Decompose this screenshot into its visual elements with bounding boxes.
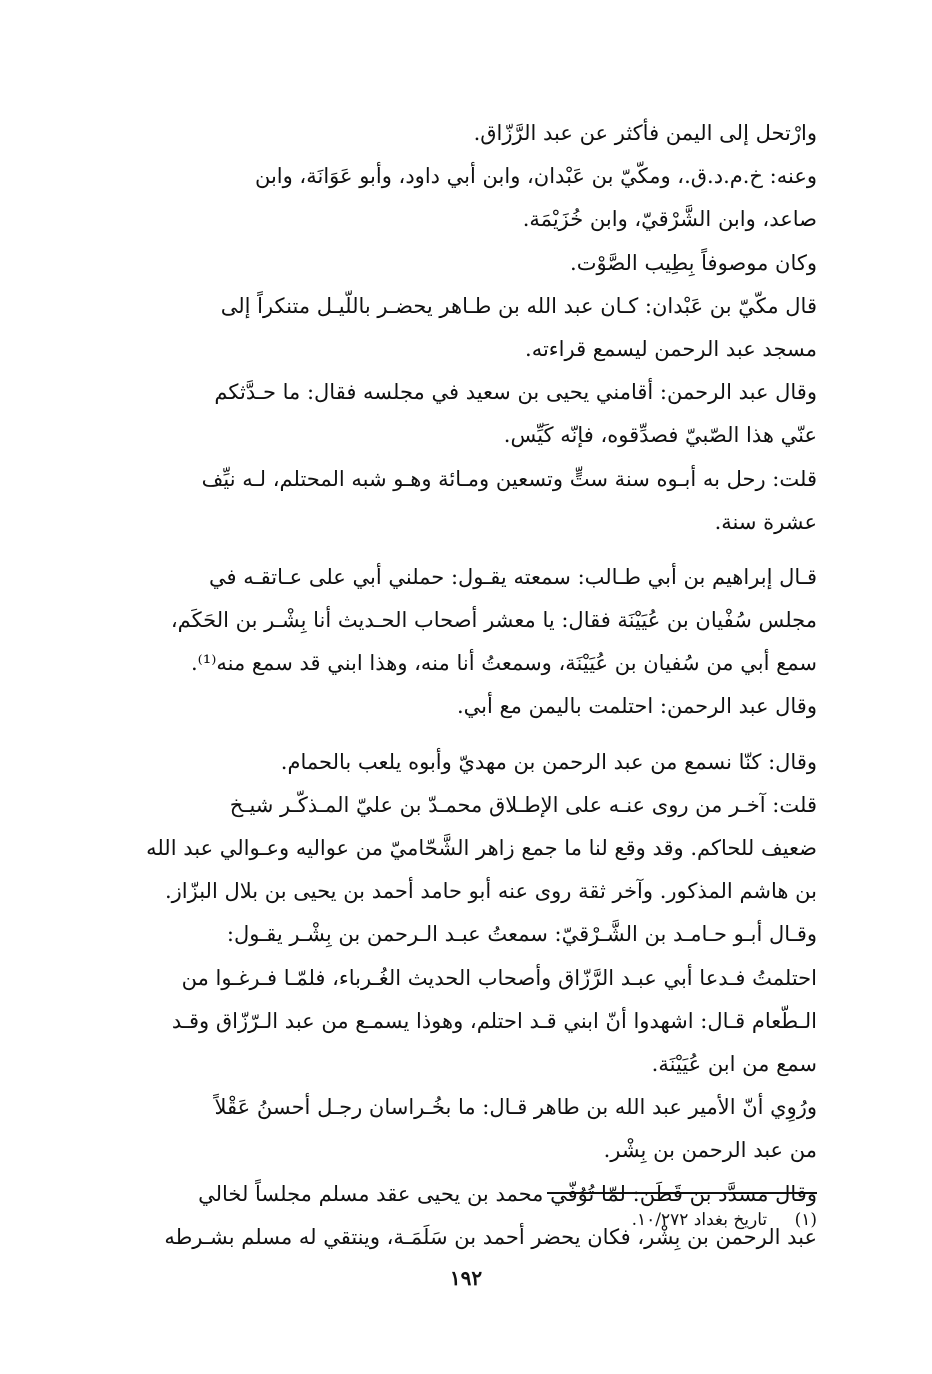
text-line: صاعد، وابن الشَّرْقيّ، وابن خُزَيْمَة.: [522, 207, 817, 232]
footnote: [317, 1206, 817, 1234]
footnote-number: (١): [794, 1210, 817, 1230]
text-line: وقال عبد الرحمن: احتلمت باليمن مع أبي.: [456, 694, 817, 719]
paragraph-gap: [115, 544, 817, 556]
text-line: مسجد عبد الرحمن ليسمع قراءته.: [525, 336, 817, 361]
text-line: وارْتحل إلى اليمن فأكثر عن عبد الرَّزّاق.: [473, 121, 817, 145]
main-text: [115, 112, 817, 1259]
text-line: وعنه: خ.م.د.ق.، ومكّيّ بن عَبْدان، وابن أبي داود، وأبو عَوَانَة، وابن: [254, 164, 817, 189]
text-line: ورُوِي أنّ الأمير عبد الله بن طاهر قـال: ما بخُـراسان رجـل أحسنُ عَقْلاً: [214, 1095, 817, 1120]
text-line: عشرة سنة.: [714, 509, 817, 534]
paragraph-gap: [115, 729, 817, 741]
text-line: قال مكّيّ بن عَبْدان: كـان عبد الله بن طـاهر يحضـر باللّيـل متنكراً إلى: [220, 293, 817, 318]
text-line: الـطّعام قـال: اشهدوا أنّ ابني قـد احتلم، وهوذا يسمـع من عبد الـرّزّاق وقـد: [171, 1008, 817, 1033]
text-line: عبد الرحمن بن بِشْر، فكان يحضر أحمد بن سَلَمَـة، وينتقي له مسلم بشـرطه: [164, 1224, 817, 1249]
footnote-text: تاريخ بغداد ١٠/٢٧٢.: [631, 1210, 768, 1230]
text-line: وقال: كنّا نسمع من عبد الرحمن بن مهديّ وأبوه يلعب بالحمام.: [280, 749, 817, 774]
text-line: قـال إبراهيم بن أبي طـالب: سمعته يقـول: حملني أبي على عـاتقـه في: [209, 564, 817, 589]
text-line: وقال عبد الرحمن: أقامني يحيى بن سعيد في مجلسه فقال: ما حـدَّثكم: [214, 380, 817, 405]
footnote-divider: [547, 1192, 817, 1194]
text-line: مجلس سُفْيان بن عُيَيْنَة فقال: يا معشر أصحاب الحـديث أنا بِشْـر بن الحَكَم،: [170, 608, 817, 633]
text-line: من عبد الرحمن بن بِشْر.: [603, 1138, 817, 1163]
text-line: ضعيف للحاكم. وقد وقع لنا ما جمع زاهر الشَّحّاميّ من عواليه وعـوالي عبد الله: [146, 836, 817, 860]
text-line: وكان موصوفاً بِطِيب الصَّوْت.: [570, 250, 817, 275]
text-line: وقال مسدَّد بن قَطَن: لمّا تُوُفّي محمد بن يحيى عقد مسلم مجلساً لخالي: [198, 1181, 817, 1206]
page-number: ١٩٢: [449, 1266, 483, 1290]
text-line: قلت: رحل به أبـوه سنة ستٍّ وتسعين ومـائة وهـو شبه المحتلم، لـه نيِّف: [201, 466, 817, 491]
text-line: سمع أبي من سُفيان بن عُيَيْنَة، وسمعتُ أنا منه، وهذا ابني قد سمع منه⁽¹⁾.: [190, 651, 817, 676]
text-line: وقـال أبـو حـامـد بن الشَّـرْقيّ: سمعتُ عبـد الـرحمن بن بِشْـر يقـول:: [226, 922, 817, 947]
text-line: بن هاشم المذكور. وآخر ثقة روى عنه أبو حامد أحمد بن يحيى بن بلال البزّاز.: [164, 879, 817, 904]
text-line: احتلمتُ فـدعا أبي عبـد الرَّزّاق وأصحاب الحديث الغُـرباء، فلمّـا فـرغـوا من: [181, 965, 817, 990]
text-line: قلت: آخـر من روى عنـه على الإطـلاق محمـدّ بن عليّ المـذكّـر شيـخ: [229, 792, 817, 817]
text-line: سمع من ابن عُيَيْنَة.: [651, 1051, 817, 1076]
text-line: عنّي هذا الصّبيّ فصدِّقوه، فإنّه كَيِّس.: [503, 423, 817, 448]
